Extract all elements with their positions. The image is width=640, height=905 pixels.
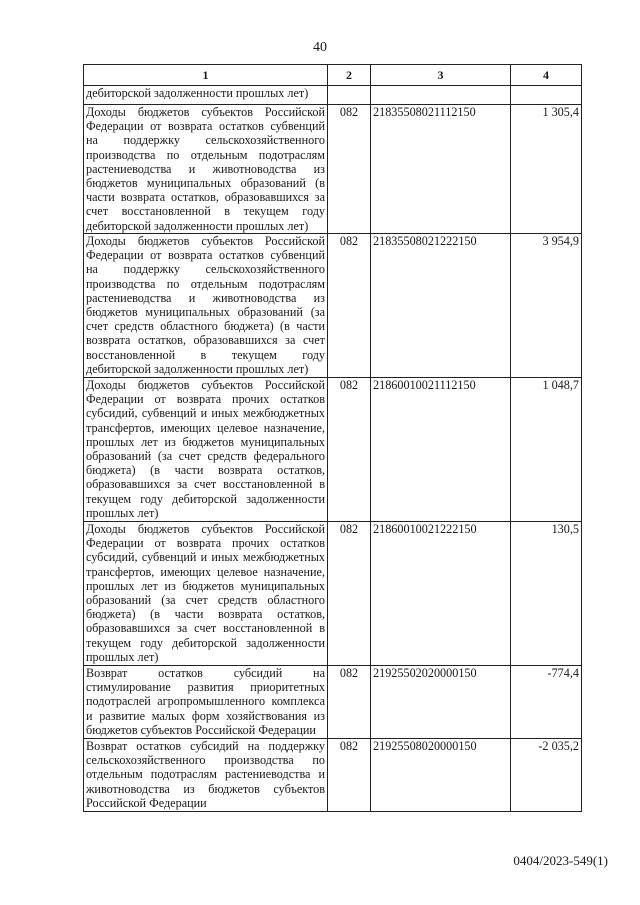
budget-classification-code: 21835508021222150 xyxy=(371,234,511,378)
row-description: Возврат остатков субсидий на стимулирование развития приоритетных подотраслей агропромышленного комплекса и развитие малых форм хозяйствования из бюджетов субъектов Российской Федерации xyxy=(84,666,328,739)
column-header-4: 4 xyxy=(511,65,582,86)
admin-code: 082 xyxy=(328,666,371,739)
amount-value: -774,4 xyxy=(511,666,582,739)
row-description: Доходы бюджетов субъектов Российской Федерации от возврата прочих остатков субсидий, субвенций и иных межбюджетных трансфертов, имеющих целевое назначение, прошлых лет из бюджетов муниципальных образований (за счет средств федерального бюджета) (в части возврата остатков, образовавшихся за счет восстановленной в текущем году дебиторской задолженности прошлых лет) xyxy=(84,378,328,522)
page-number: 40 xyxy=(313,40,327,55)
row-description: Доходы бюджетов субъектов Российской Федерации от возврата прочих остатков субсидий, субвенций и иных межбюджетных трансфертов, имеющих целевое назначение, прошлых лет из бюджетов муниципальных образований (за счет средств областного бюджета) (в части возврата остатков, образовавшихся за счет восстановленной в текущем году дебиторской задолженности прошлых лет) xyxy=(84,522,328,666)
budget-classification-code: 21925502020000150 xyxy=(371,666,511,739)
budget-classification-code: 21860010021222150 xyxy=(371,522,511,666)
column-header-2: 2 xyxy=(328,65,371,86)
admin-code: 082 xyxy=(328,739,371,812)
amount-value: 1 305,4 xyxy=(511,105,582,234)
document-registration-number: 0404/2023-549(1) xyxy=(513,853,608,868)
budget-classification-code: 21835508021112150 xyxy=(371,105,511,234)
table-row xyxy=(84,105,582,234)
table-row xyxy=(84,522,582,666)
row-description: Доходы бюджетов субъектов Российской Федерации от возврата остатков субвенций на поддержку сельскохозяйственного производства по отдельным подотраслям растениеводства и животноводства из бюджетов муниципальных образований (в части возврата остатков, образовавшихся за счет восстановленной в текущем году дебиторской задолженности прошлых лет) xyxy=(84,105,328,234)
column-header-3: 3 xyxy=(371,65,511,86)
amount-value: 3 954,9 xyxy=(511,234,582,378)
table-header-row xyxy=(84,65,582,86)
admin-code: 082 xyxy=(328,105,371,234)
continuation-empty-cell xyxy=(328,86,371,105)
continuation-row xyxy=(84,86,582,105)
continuation-empty-cell xyxy=(511,86,582,105)
column-header-1: 1 xyxy=(84,65,328,86)
table-row xyxy=(84,234,582,378)
budget-revenue-table xyxy=(83,64,582,812)
admin-code: 082 xyxy=(328,234,371,378)
table-row xyxy=(84,666,582,739)
row-description: Возврат остатков субсидий на поддержку сельскохозяйственного производства по отдельным подотраслям растениеводства и животноводства из бюджетов субъектов Российской Федерации xyxy=(84,739,328,812)
admin-code: 082 xyxy=(328,378,371,522)
amount-value: 1 048,7 xyxy=(511,378,582,522)
amount-value: 130,5 xyxy=(511,522,582,666)
continuation-empty-cell xyxy=(371,86,511,105)
continuation-text: дебиторской задолженности прошлых лет) xyxy=(84,86,328,105)
budget-classification-code: 21860010021112150 xyxy=(371,378,511,522)
amount-value: -2 035,2 xyxy=(511,739,582,812)
admin-code: 082 xyxy=(328,522,371,666)
table-row xyxy=(84,739,582,812)
budget-classification-code: 21925508020000150 xyxy=(371,739,511,812)
table-row xyxy=(84,378,582,522)
row-description: Доходы бюджетов субъектов Российской Федерации от возврата остатков субвенций на поддержку сельскохозяйственного производства по отдельным подотраслям растениеводства и животноводства из бюджетов муниципальных образований (за счет средств областного бюджета) (в части возврата остатков, образовавшихся за счет восстановленной в текущем году дебиторской задолженности прошлых лет) xyxy=(84,234,328,378)
